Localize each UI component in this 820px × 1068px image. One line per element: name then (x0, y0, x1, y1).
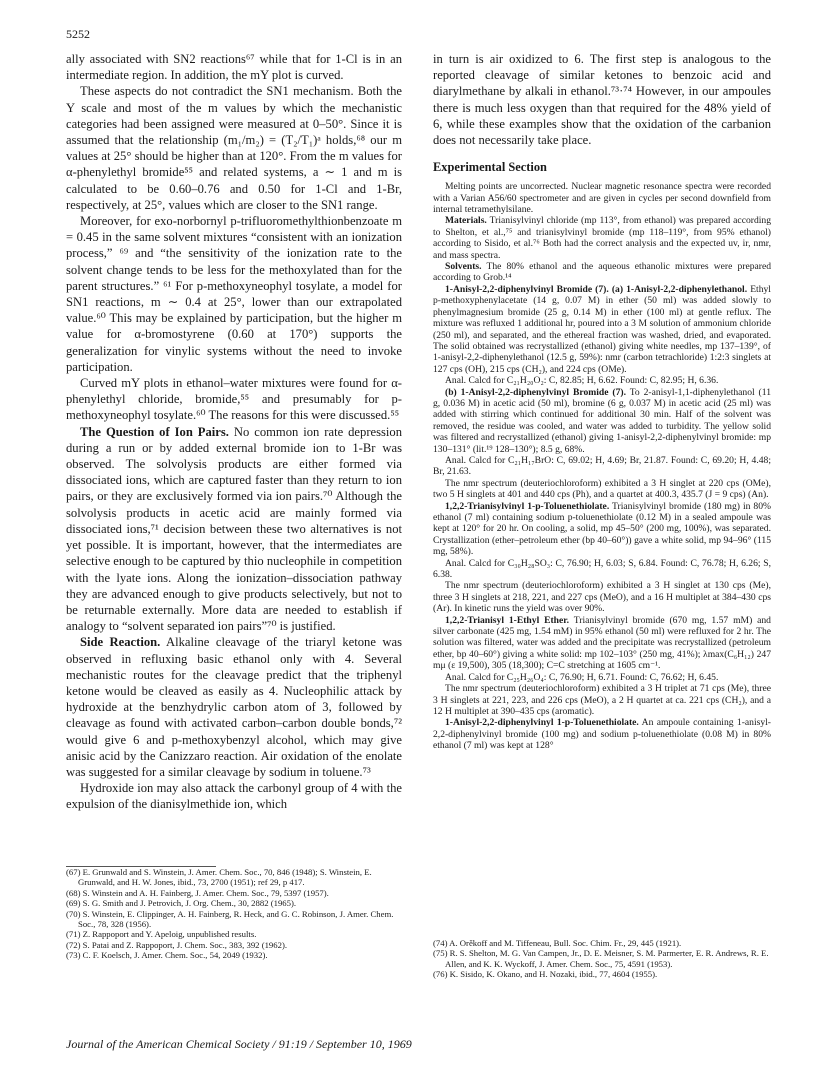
footnote: (71) Z. Rappoport and Y. Apeloig, unpublished results. (66, 929, 257, 940)
right-column (433, 51, 771, 752)
exp-paragraph: Anal. Calcd for C₂₅H₂₆O₄: C, 76.90; H, 6.71. Found: C, 76.62; H, 6.45. (445, 671, 719, 683)
section-heading: Experimental Section (433, 160, 547, 175)
exp-paragraph: Anal. Calcd for C₃₀H₂₈SO₃: C, 76.90; H, 6.03; S, 6.84. Found: C, 76.78; H, 6.26; S, 6.38. (433, 557, 771, 581)
experimental-section (433, 181, 771, 751)
footnote: (74) A. Orěkoff and M. Tiffeneau, Bull. Soc. Chim. Fr., 29, 445 (1921). (433, 938, 682, 948)
paragraph-text: Alkaline cleavage of the triaryl ketone was observed in refluxing basic ethanol only with 4. Several mechanistic routes for the cleavage predict that the triphenyl ketone would be cleaved as easily as 4. Nucleophilic attack by hydroxide at the benzhydrylic carbon atom of 3, followed by cleavage as found with activated carbon–carbon double bonds,⁷² would give 6 and p-methoxybenzyl alcohol, which may give anisic acid by the Canizzaro reaction. Air oxidation of the enolate was suggested for a similar cleavage by sodium in toluene.⁷³ (66, 635, 402, 779)
paragraph: These aspects do not contradict the SN1 mechanism. Both the Y scale and most of the m values by which the mechanistic categories had been assigned were measured at 0–50°. Since it is assumed that the relationship (m₁/m₂) = (T₂/T₁)ᵃ holds,⁶⁸ our m values at 25° should be higher than at 120°. From the m values for α-phenylethyl bromide⁵⁵ and related systems, a ∼ 1 and m is calculated to be 0.60–0.76 and 0.50 for 1-Cl and 1-Br, respectively, at 25°, values which are closer to the SN1 range. (66, 84, 402, 212)
left-column (66, 51, 402, 813)
journal-footer: Journal of the American Chemical Society / 91:19 / September 10, 1969 (66, 1037, 412, 1051)
paragraph-text: No common ion rate depression during a run or by added external bromide ion to 1-Br was observed. The solvolysis products are either formed via dissociated ions, which are captured faster than they return to ion pairs, or they are exclusively formed via ion pairs.⁷⁰ Although the solvolysis products in acetic acid are mainly formed via dissociated ions,⁷¹ decision between these two alternatives is not yet possible. It is important, however, that the intermediates are selective enough to be captured by thio nucleophile in competition with the lyate ions. Along the ionization–dissociation pathway they are advanced enough to give products selectively, but not to be returnable externally. More data are needed to establish if analogy to “solvent separated ion pairs”⁷⁰ is justified. (66, 424, 402, 634)
footnote: (72) S. Patai and Z. Rappoport, J. Chem. Soc., 383, 392 (1962). (66, 939, 288, 950)
exp-paragraph: Solvents. The 80% ethanol and the aqueous ethanolic mixtures were prepared according to Grob.¹⁴ (433, 261, 772, 284)
run-in-heading: Side Reaction. (80, 635, 161, 650)
footnote: (70) S. Winstein, E. Clippinger, A. H. Fainberg, R. Heck, and G. C. Robinson, J. Amer. Chem. Soc., 78, 328 (1956). (66, 908, 394, 930)
exp-paragraph: 1,2,2-Trianisyl 1-Ethyl Ether. Trianisylvinyl bromide (670 mg, 1.57 mM) and silver carbonate (425 mg, 1.54 mM) in 95% ethanol (50 ml) were refluxed for 2 hr. The solution was filtered, water was added and the precipitate was recrystallized (petroleum ether, bp 40–60°) giving a white solid: mp 102–103° (250 mg, 41%); λmax(C₆H₁₂) 247 mμ (ε 19,500), 305 (18,300); C=C stretching at 1605 cm⁻¹. (433, 614, 771, 672)
footnote: (69) S. G. Smith and J. Petrovich, J. Org. Chem., 30, 2882 (1965). (66, 898, 297, 909)
footnote: (68) S. Winstein and A. H. Fainberg, J. Amer. Chem. Soc., 79, 5397 (1957). (66, 887, 329, 898)
footnote: (75) R. S. Shelton, M. G. Van Campen, Jr., D. E. Meisner, S. M. Parmerter, E. R. Andrews, R. E. Allen, and K. K. Wyckoff, J. Amer. Chem. Soc., 75, 4591 (1953). (433, 948, 769, 969)
paragraph-ion-pairs (66, 424, 402, 635)
footnote: (76) K. Sisido, K. Okano, and H. Nozaki, ibid., 77, 4604 (1955). (433, 969, 658, 980)
exp-paragraph: Melting points are uncorrected. Nuclear magnetic resonance spectra were recorded with a Varian A56/60 spectrometer and are given in cycles per second downfield from internal tetramethylsilane. (433, 181, 771, 216)
page-number: 5252 (66, 27, 90, 41)
run-in-heading: The Question of Ion Pairs. (80, 424, 229, 439)
footnotes-left (66, 856, 402, 961)
exp-paragraph: The nmr spectrum (deuteriochloroform) exhibited a 3 H triplet at 71 cps (Me), three 3 H singlets at 221, 223, and 226 cps (MeO), a 2 H quartet at ca. 221 cps (CH₂), and a 12 H multiplet at 390–435 cps (aromatic). (433, 683, 771, 717)
footnote: (67) E. Grunwald and S. Winstein, J. Amer. Chem. Soc., 70, 846 (1948); S. Winstein, E. Grunwald, and H. W. Jones, ibid., 73, 2700 (1951); ref 29, p 417. (66, 867, 372, 888)
paragraph: Hydroxide ion may also attack the carbonyl group of 4 with the expulsion of the dianisylmethide ion, which (66, 781, 402, 812)
paragraph: Curved mY plots in ethanol–water mixtures were found for α-phenylethyl chloride, bromide,⁵⁵ and presumably for p-methoxyneophyl tosylate.⁶⁰ The reasons for this were discussed.⁵⁵ (66, 376, 402, 423)
exp-paragraph: 1-Anisyl-2,2-diphenylvinyl Bromide (7). (a) 1-Anisyl-2,2-diphenylethanol. Ethyl p-methoxyphenylacetate (14 g, 0.07 M) in ether (50 ml) was added slowly to phenylmagnesium bromide (25 g, 0.14 M) in ether (100 ml) at gentle reflux. The mixture was refluxed 1 additional hr, poured into a 3 M solution of ammonium chloride (250 ml), and separated, and the ethereal fraction was washed, dried, and evaporated. The solid obtained was recrystallized (ethanol) giving white needles, mp 137–139°, of 1-anisyl-2,2-diphenylethanol (12.5 g, 59%): nmr (carbon tetrachloride) 1:2:3 singlets at 127 cps (OH), 215 cps (CH₂), and 224 cps (OMe). (433, 283, 771, 375)
footnotes-right (433, 938, 771, 980)
exp-paragraph: Anal. Calcd for C₂₁H₂₀O₂: C, 82.85; H, 6.62. Found: C, 82.95; H, 6.36. (445, 375, 719, 387)
exp-paragraph: 1-Anisyl-2,2-diphenylvinyl 1-p-Toluenethiolate. An ampoule containing 1-anisyl-2,2-diphenylvinyl bromide (100 mg) and sodium p-toluenethiolate (0.08 M) in 80% ethanol (7 ml) was kept at 128° (433, 717, 771, 752)
paragraph: ally associated with SN2 reactions⁶⁷ while that for 1-Cl is in an intermediate region. In addition, the mY plot is curved. (66, 52, 402, 83)
exp-paragraph: Anal. Calcd for C₂₁H₁₇BrO: C, 69.02; H, 4.69; Br, 21.87. Found: C, 69.20; H, 4.48; Br, 21.63. (433, 454, 771, 478)
paragraph: in turn is air oxidized to 6. The first step is analogous to the reported cleavage of similar ketones to benzoic acid and diarylmethane by alkali in ethanol.⁷³·⁷⁴ However, in our ampoules there is much less oxygen than that required for the 48% yield of 6, while these examples show that the oxidation of the carbanion does not necessarily take place. (433, 52, 771, 148)
paragraph-side-reaction (66, 634, 402, 780)
exp-paragraph: Materials. Trianisylvinyl chloride (mp 113°, from ethanol) was prepared according to Shelton, et al.,⁷⁵ and trianisylvinyl bromide (mp 118–119°, from 95% ethanol) according to Sisido, et al.⁷⁶ Both had the correct analysis and the expected uv, ir, nmr, and mass spectra. (433, 215, 771, 261)
exp-paragraph: The nmr spectrum (deuteriochloroform) exhibited a 3 H singlet at 130 cps (Me), three 3 H singlets at 218, 221, and 227 cps (MeO), and a 16 H multiplet at 384–430 cps (Ar). In kinetic runs the yield was over 90%. (433, 580, 771, 615)
exp-paragraph: (b) 1-Anisyl-2,2-diphenylvinyl Bromide (7). To 2-anisyl-1,1-diphenylethanol (11 g, 0.036 M) in acetic acid (50 ml), bromine (6 g, 0.037 M) in acetic acid (25 ml) was added with stirring which continued for additional 30 min. Half of the solvent was removed, the residue was cooled, and water was added to turbidity. The yellow solid was filtered and recrystallized (ethanol) giving 1-anisyl-2,2-diphenylvinyl bromide: mp 130–131° (lit.¹⁹ 128–130°); 8.5 g, 68%. (433, 386, 771, 455)
footnote: (73) C. F. Koelsch, J. Amer. Chem. Soc., 54, 2049 (1932). (66, 950, 268, 961)
paragraph: Moreover, for exo-norbornyl p-trifluoromethylthionbenzoate m = 0.45 in the same solvent mixtures “consistent with an ionization process,” ⁶⁹ and “the sensitivity of the ionization rate to the solvent change tends to be less for the methoxylated than for the parent structures.” ⁶¹ For p-methoxyneophyl tosylate, a model for SN1 reactions, m ∼ 0.4 at 25°, lower than our extrapolated value.⁶⁰ This may be explained by participation, but the higher m value for α-bromostyrene (0.60 at 170°) supports the generalization for vinylic systems without the need to invoke participation. (66, 214, 402, 374)
exp-paragraph: 1,2,2-Trianisylvinyl 1-p-Toluenethiolate. Trianisylvinyl bromide (180 mg) in 80% ethanol (7 ml) containing sodium p-toluenethiolate (0.12 M) in a sealed ampoule was kept at 120° for 20 hr. On cooling, a solid, mp 45–50° (200 mg, 100%), was separated. Crystallization (ether–petroleum ether (bp 40–60°)) gave a white solid, mp 94–96° (115 mg, 58%). (433, 500, 771, 558)
exp-paragraph: The nmr spectrum (deuteriochloroform) exhibited a 3 H singlet at 220 cps (OMe), two 5 H singlets at 401 and 440 cps (Ph), and a quartet at 400.3, 435.7 (J = 9 cps) (An). (433, 477, 771, 501)
